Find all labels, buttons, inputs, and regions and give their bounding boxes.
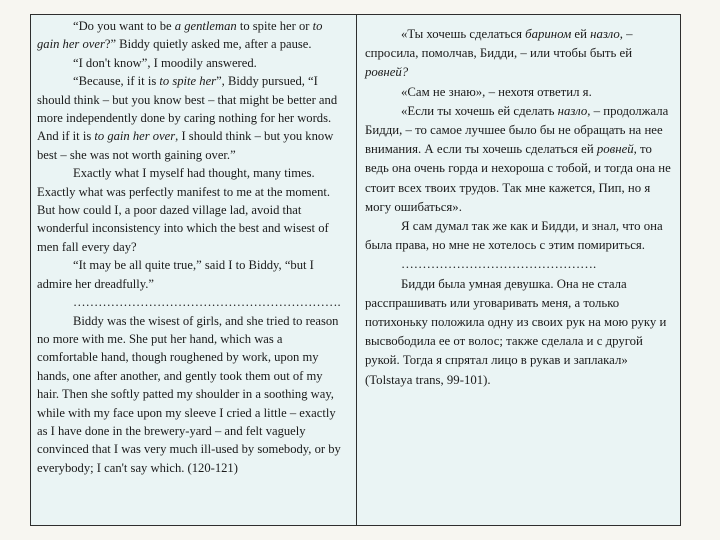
ru-ellipsis-divider: ……………………………………….: [401, 257, 597, 272]
ru-paragraph-5: Бидди была умная девушка. Она не стала расспрашивать или уговаривать меня, а только потихоньку положила одну из своих рук на мою руку и высвободила ее от волос; также сделала и с другой рукой. Тогда я спрятал лицо в рукав и заплакал» (Tolstaya trans, 99-101).: [365, 276, 667, 387]
text-run: ей: [571, 27, 591, 41]
italic-run: a gentleman: [174, 19, 237, 33]
text-run: «Если ты хочешь ей сделать: [401, 103, 558, 118]
ru-paragraph-4: Я сам думал так же как и Бидди, и знал, что она была права, но мне не хотелось с этим помириться.: [365, 219, 663, 253]
parallel-text-table: [30, 14, 681, 526]
italic-run: ровней,: [596, 142, 637, 157]
english-column: [31, 15, 357, 525]
italic-run: барином: [525, 27, 572, 41]
en-paragraph-2: “I don't know”, I moodily answered.: [73, 55, 257, 70]
text-run: , – продолжала Бидди, – то самое лучшее было бы не обращать на нее внимания. А если ты хочешь сделаться ей: [365, 103, 669, 157]
italic-run: to spite her: [159, 74, 217, 89]
text-run: , I should think – but you know best – she was not worth gaining over.”: [37, 129, 334, 162]
text-run: «Ты хочешь сделаться: [401, 27, 526, 41]
text-run: to spite her or: [236, 19, 313, 33]
text-run: то ведь она очень горда и нехороша с тобой, и тогда она не стоит всех твоих трудов. Так мне кажется, Пип, но я могу ошибаться».: [365, 142, 671, 214]
en-paragraph-1: [37, 17, 346, 54]
text-run: ?” Biddy quietly asked me, after a pause.: [104, 37, 312, 52]
en-paragraph-6: Biddy was the wisest of girls, and she tried to reason no more with me. She put her hand, which was a comfortable hand, though roughened by work, upon my hands, one after another, and gently took them out of my hair. Then she softly patted my shoulder in a soothing way, while with my face upon my sleeve I cried a little – exactly as I have done in the brewery-yard – and felt vaguely convinced that I was very much ill-used by somebody, or by everybody; I can't say which. (120-121): [37, 313, 341, 475]
ru-paragraph-3: [365, 102, 672, 217]
russian-column: [357, 15, 680, 525]
italic-run: назло: [557, 103, 588, 118]
italic-run: to gain her over: [37, 19, 323, 52]
en-ellipsis-divider: ……………………………………………………….: [73, 295, 341, 310]
en-paragraph-3: [37, 72, 346, 164]
en-paragraph-4: Exactly what I myself had thought, many times. Exactly what was perfectly manifest to me at the moment. But how could I, a poor dazed village lad, avoid that wonderful inconsistency into which the best and wisest of men fall every day?: [37, 166, 331, 254]
italic-run: ровней?: [365, 65, 409, 80]
text-run: , – спросила, помолчав, Бидди, – или чтобы быть ей: [365, 27, 633, 61]
italic-run: назло: [590, 27, 620, 41]
italic-run: to gain her over: [94, 129, 176, 144]
text-run: “Do you want to be: [73, 19, 175, 33]
text-run: ”, Biddy pursued, “I should think – but you know best – that might be better and more independently done by caring nothing for her words. And if it is: [37, 74, 338, 144]
ru-paragraph-2: «Сам не знаю», – нехотя ответил я.: [401, 84, 592, 99]
en-paragraph-5: “It may be all quite true,” said I to Biddy, “but I admire her dreadfully.”: [37, 258, 314, 291]
ru-paragraph-1: [365, 25, 672, 83]
text-run: “Because, if it is: [73, 74, 160, 89]
